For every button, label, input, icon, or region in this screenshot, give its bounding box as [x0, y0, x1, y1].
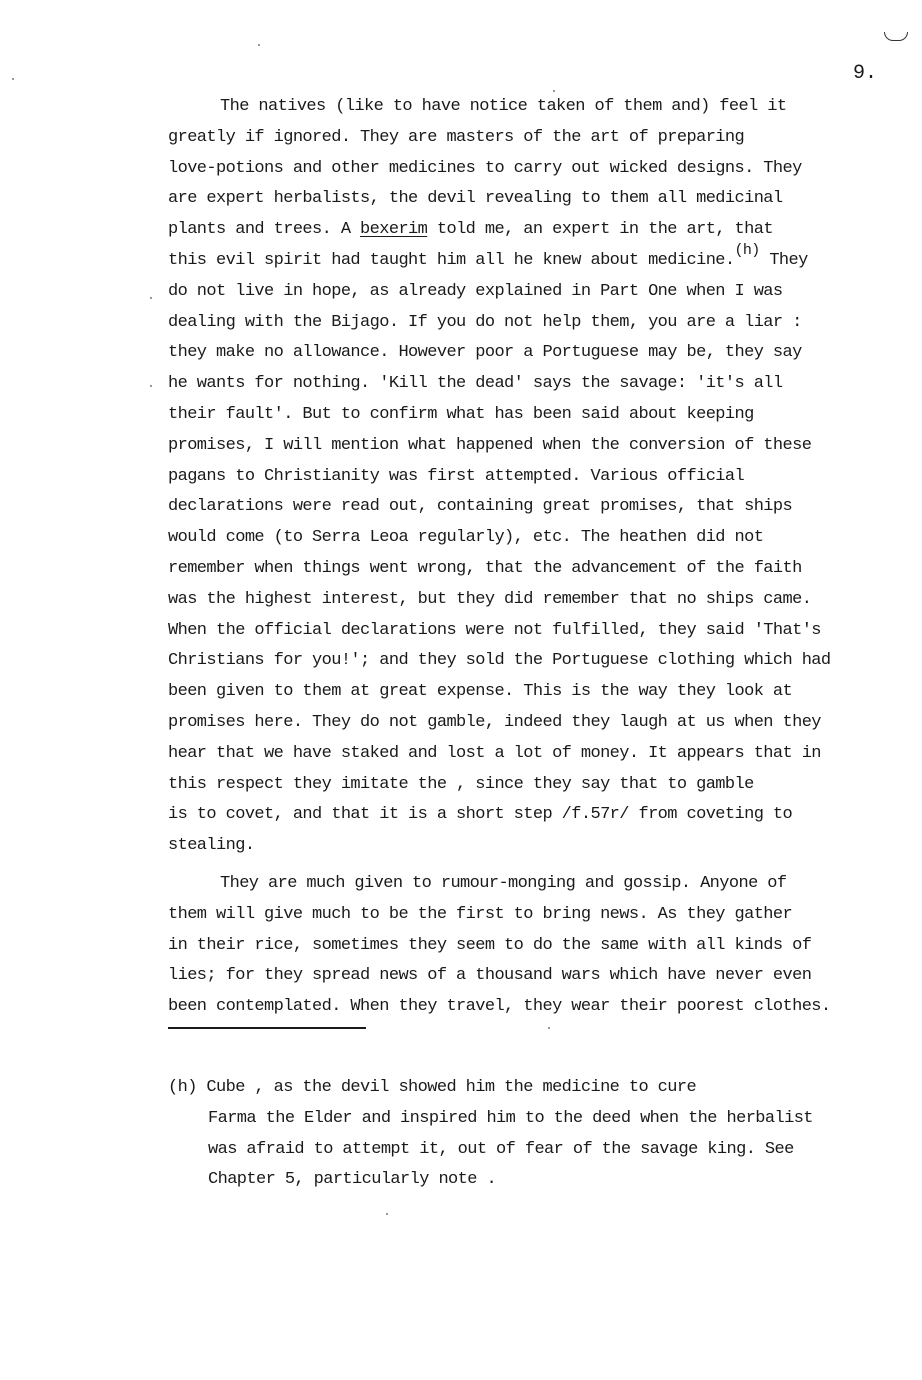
- footnote-marker-h: (h): [734, 241, 760, 259]
- text-line: remember when things went wrong, that the advancement of the faith: [168, 558, 802, 578]
- text-line: lies; for they spread news of a thousand wars which have never even: [168, 966, 812, 986]
- text-line: declarations were read out, containing great promises, that ships: [168, 497, 793, 517]
- page-number: 9.: [853, 62, 878, 85]
- scan-speck: [12, 78, 14, 80]
- scan-speck: [258, 44, 260, 46]
- text-line: When the official declarations were not fulfilled, they said 'That's: [168, 620, 821, 640]
- text-line: Chapter 5, particularly note .: [208, 1170, 497, 1190]
- footnote-h: [168, 1073, 898, 1196]
- scan-speck: [553, 90, 555, 92]
- text-line: [168, 215, 898, 246]
- scan-speck: [150, 385, 152, 387]
- text-line: They are much given to rumour-monging and gossip. Anyone of: [220, 874, 787, 893]
- underlined-term-bexerim: bexerim: [360, 220, 428, 240]
- text-line: greatly if ignored. They are masters of the art of preparing: [168, 127, 745, 147]
- body-paragraph-1: [168, 92, 898, 862]
- text-line: [168, 241, 898, 277]
- text-segment: this evil spirit had taught him all he knew about medicine.: [168, 250, 735, 270]
- text-line: (h) Cube , as the devil showed him the medicine to cure: [168, 1078, 697, 1097]
- text-line: stealing.: [168, 836, 255, 856]
- scan-speck: [548, 1027, 550, 1029]
- body-paragraph-2: [168, 869, 898, 1023]
- text-segment: told me, an expert in the art, that: [427, 220, 773, 240]
- text-line: do not live in hope, as already explained in Part One when I was: [168, 281, 783, 301]
- text-line: Christians for you!'; and they sold the Portuguese clothing which had: [168, 651, 831, 671]
- text-line: The natives (like to have notice taken of them and) feel it: [220, 97, 787, 116]
- text-line: pagans to Christianity was first attempted. Various official: [168, 466, 745, 486]
- text-line: was afraid to attempt it, out of fear of the savage king. See: [208, 1139, 794, 1159]
- text-line: love-potions and other medicines to carry out wicked designs. They: [168, 158, 802, 178]
- text-line: promises, I will mention what happened when the conversion of these: [168, 435, 812, 455]
- text-line: in their rice, sometimes they seem to do the same with all kinds of: [168, 935, 812, 955]
- text-segment: They: [759, 250, 808, 270]
- footnote-separator-rule: [168, 1027, 366, 1029]
- text-line: hear that we have staked and lost a lot of money. It appears that in: [168, 743, 821, 763]
- text-line: them will give much to be the first to bring news. As they gather: [168, 904, 793, 924]
- text-line: are expert herbalists, the devil revealing to them all medicinal: [168, 189, 783, 209]
- text-line: was the highest interest, but they did remember that no ships came.: [168, 589, 812, 609]
- text-line: been given to them at great expense. This is the way they look at: [168, 682, 793, 702]
- text-line: been contemplated. When they travel, they wear their poorest clothes.: [168, 997, 831, 1017]
- text-line: they make no allowance. However poor a Portuguese may be, they say: [168, 343, 802, 363]
- text-line: he wants for nothing. 'Kill the dead' says the savage: 'it's all: [168, 374, 783, 394]
- text-line: dealing with the Bijago. If you do not help them, you are a liar :: [168, 312, 802, 332]
- text-line: would come (to Serra Leoa regularly), etc. The heathen did not: [168, 528, 764, 548]
- text-line: promises here. They do not gamble, indeed they laugh at us when they: [168, 712, 821, 732]
- text-segment: plants and trees. A: [168, 220, 361, 240]
- scan-speck: [386, 1213, 388, 1215]
- text-line: this respect they imitate the , since they say that to gamble: [168, 774, 754, 794]
- corner-pencil-mark: [884, 32, 908, 41]
- scan-speck: [150, 297, 152, 299]
- text-line: is to covet, and that it is a short step /f.57r/ from coveting to: [168, 805, 793, 825]
- text-line: Farma the Elder and inspired him to the deed when the herbalist: [208, 1108, 813, 1128]
- text-line: their fault'. But to confirm what has been said about keeping: [168, 404, 754, 424]
